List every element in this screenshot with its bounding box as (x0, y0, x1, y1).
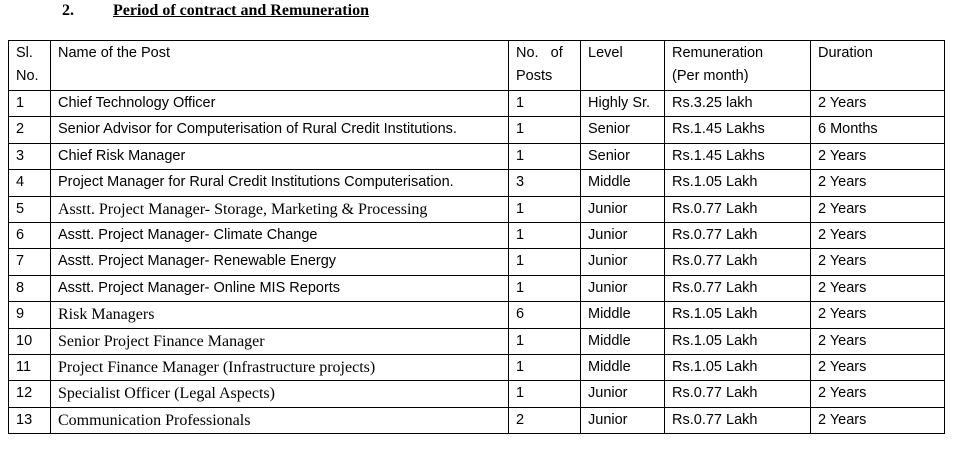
header-text: (Per month) (672, 68, 749, 84)
cell-level: Middle (581, 302, 665, 328)
header-text: Posts (516, 68, 553, 84)
cell-duration: 2 Years (811, 143, 945, 169)
table-body (9, 41, 945, 434)
cell-duration: 2 Years (811, 302, 945, 328)
table-header-row (9, 41, 945, 91)
cell-name: Risk Managers (51, 302, 509, 328)
cell-posts: 1 (509, 381, 581, 407)
header-text: No. of (516, 45, 563, 61)
cell-posts: 1 (509, 249, 581, 275)
cell-duration: 2 Years (811, 407, 945, 433)
table-row (9, 407, 945, 433)
table-row (9, 143, 945, 169)
cell-level: Junior (581, 249, 665, 275)
header-sl-no (9, 41, 51, 91)
cell-sl: 3 (9, 143, 51, 169)
cell-level: Senior (581, 143, 665, 169)
cell-posts: 1 (509, 223, 581, 249)
cell-posts: 3 (509, 170, 581, 196)
cell-sl: 10 (9, 328, 51, 354)
cell-duration: 2 Years (811, 275, 945, 301)
header-remuneration (665, 41, 811, 91)
cell-sl: 13 (9, 407, 51, 433)
cell-remuneration: Rs.1.45 Lakhs (665, 143, 811, 169)
table-row (9, 249, 945, 275)
remuneration-table (8, 40, 945, 434)
cell-remuneration: Rs.0.77 Lakh (665, 196, 811, 222)
cell-duration: 2 Years (811, 249, 945, 275)
cell-duration: 2 Years (811, 196, 945, 222)
cell-duration: 2 Years (811, 170, 945, 196)
cell-remuneration: Rs.1.45 Lakhs (665, 117, 811, 143)
cell-remuneration: Rs.1.05 Lakh (665, 328, 811, 354)
cell-remuneration: Rs.0.77 Lakh (665, 275, 811, 301)
header-text: Sl. (16, 45, 33, 61)
header-name-of-post (51, 41, 509, 91)
cell-sl: 1 (9, 91, 51, 117)
header-no-of-posts (509, 41, 581, 91)
cell-name: Senior Advisor for Computerisation of Rural Credit Institutions. (51, 117, 509, 143)
section-title: Period of contract and Remuneration (113, 2, 369, 19)
cell-name: Asstt. Project Manager- Climate Change (51, 223, 509, 249)
cell-level: Junior (581, 275, 665, 301)
cell-posts: 1 (509, 275, 581, 301)
cell-sl: 9 (9, 302, 51, 328)
cell-level: Middle (581, 170, 665, 196)
cell-name: Project Manager for Rural Credit Institutions Computerisation. (51, 170, 509, 196)
cell-sl: 4 (9, 170, 51, 196)
cell-name: Asstt. Project Manager- Storage, Marketing & Processing (51, 196, 509, 222)
cell-duration: 2 Years (811, 223, 945, 249)
table-row (9, 196, 945, 222)
header-duration (811, 41, 945, 91)
cell-sl: 2 (9, 117, 51, 143)
table-row (9, 91, 945, 117)
cell-duration: 2 Years (811, 328, 945, 354)
cell-name: Communication Professionals (51, 407, 509, 433)
cell-sl: 8 (9, 275, 51, 301)
cell-level: Junior (581, 407, 665, 433)
cell-name: Senior Project Finance Manager (51, 328, 509, 354)
table-row (9, 302, 945, 328)
cell-level: Middle (581, 328, 665, 354)
cell-remuneration: Rs.1.05 Lakh (665, 355, 811, 381)
header-level (581, 41, 665, 91)
cell-level: Junior (581, 223, 665, 249)
cell-duration: 6 Months (811, 117, 945, 143)
cell-remuneration: Rs.3.25 lakh (665, 91, 811, 117)
cell-posts: 6 (509, 302, 581, 328)
cell-sl: 5 (9, 196, 51, 222)
cell-name: Asstt. Project Manager- Renewable Energy (51, 249, 509, 275)
cell-level: Highly Sr. (581, 91, 665, 117)
cell-remuneration: Rs.0.77 Lakh (665, 249, 811, 275)
cell-level: Junior (581, 381, 665, 407)
header-text: No. (16, 68, 39, 84)
cell-remuneration: Rs.1.05 Lakh (665, 170, 811, 196)
cell-remuneration: Rs.0.77 Lakh (665, 381, 811, 407)
header-text: Remuneration (672, 45, 764, 61)
section-number: 2. (62, 2, 74, 19)
cell-name: Project Finance Manager (Infrastructure projects) (51, 355, 509, 381)
cell-name: Chief Technology Officer (51, 91, 509, 117)
cell-duration: 2 Years (811, 381, 945, 407)
cell-remuneration: Rs.0.77 Lakh (665, 407, 811, 433)
header-text: Level (588, 45, 623, 61)
cell-remuneration: Rs.0.77 Lakh (665, 223, 811, 249)
cell-posts: 1 (509, 143, 581, 169)
table-row (9, 355, 945, 381)
cell-posts: 1 (509, 196, 581, 222)
cell-name: Chief Risk Manager (51, 143, 509, 169)
cell-duration: 2 Years (811, 355, 945, 381)
cell-level: Senior (581, 117, 665, 143)
cell-sl: 7 (9, 249, 51, 275)
cell-posts: 2 (509, 407, 581, 433)
cell-sl: 6 (9, 223, 51, 249)
cell-posts: 1 (509, 328, 581, 354)
cell-name: Specialist Officer (Legal Aspects) (51, 381, 509, 407)
table-row (9, 117, 945, 143)
cell-remuneration: Rs.1.05 Lakh (665, 302, 811, 328)
cell-posts: 1 (509, 355, 581, 381)
table-row (9, 275, 945, 301)
cell-duration: 2 Years (811, 91, 945, 117)
table-row (9, 328, 945, 354)
cell-posts: 1 (509, 91, 581, 117)
table-row (9, 170, 945, 196)
header-text: Duration (818, 45, 873, 61)
cell-level: Junior (581, 196, 665, 222)
cell-sl: 11 (9, 355, 51, 381)
cell-name: Asstt. Project Manager- Online MIS Reports (51, 275, 509, 301)
table-row (9, 223, 945, 249)
cell-level: Middle (581, 355, 665, 381)
table-row (9, 381, 945, 407)
cell-sl: 12 (9, 381, 51, 407)
header-text: Name of the Post (58, 45, 171, 61)
cell-posts: 1 (509, 117, 581, 143)
